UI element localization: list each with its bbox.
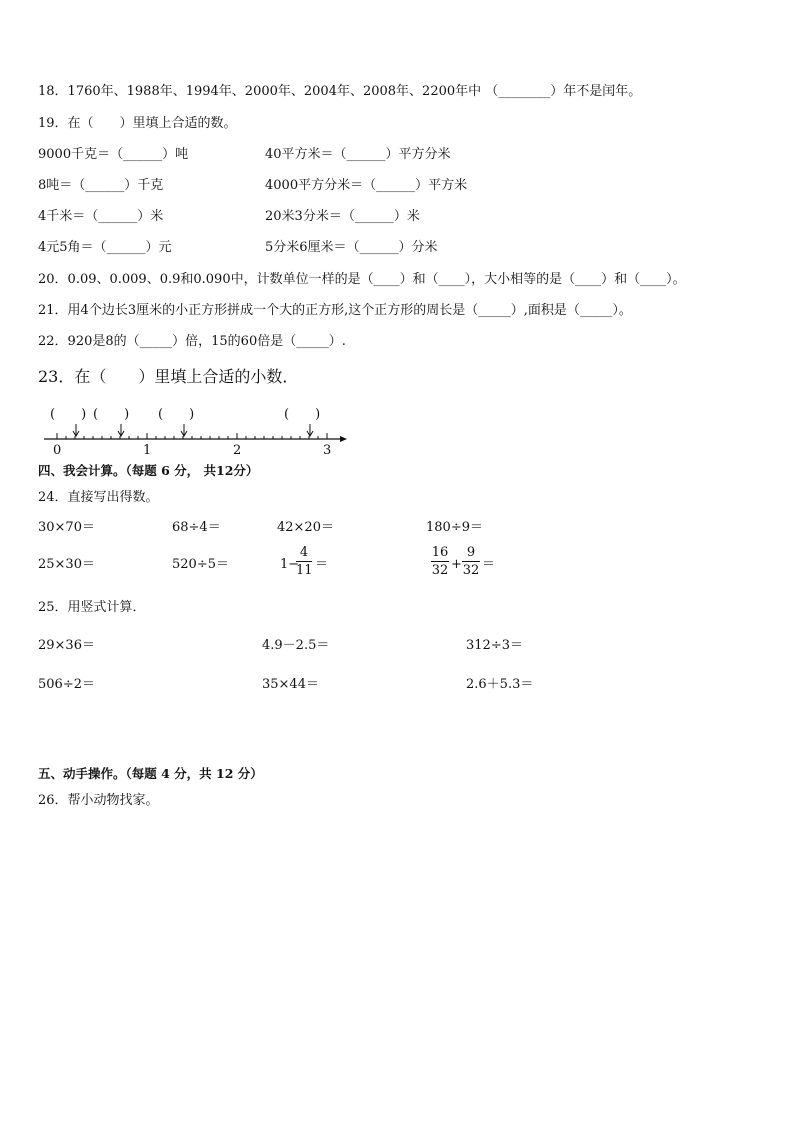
numerator: 4 xyxy=(299,545,309,560)
calc-expression: 520÷5＝ xyxy=(172,557,229,572)
numerator: 9 xyxy=(466,545,476,560)
fraction xyxy=(296,545,312,578)
question-22: 22．920是8的（_____）倍，15的60倍是（_____）. xyxy=(38,334,346,349)
section-5-title: 五、动手操作。（每题 4 分，共 12 分） xyxy=(38,766,263,781)
numerator: 16 xyxy=(431,545,449,560)
calc-expression: 30×70＝ xyxy=(38,520,95,535)
calc-expression: 25×30＝ xyxy=(38,557,95,572)
expr-lead: 1− xyxy=(280,557,300,572)
calc-expression: 180÷9＝ xyxy=(426,520,483,535)
question-20: 20．0.09、0.009、0.9和0.090中，计数单位一样的是（____）和（____），大小相等的是（____）和（____）。 xyxy=(38,272,686,287)
answer-bracket: ( ) xyxy=(284,407,321,422)
question-24-title: 24．直接写出得数。 xyxy=(38,490,159,505)
answer-bracket: ( ) xyxy=(158,407,195,422)
calc-expression: 4.9－2.5＝ xyxy=(262,638,330,653)
question-26: 26．帮小动物找家。 xyxy=(38,793,159,808)
q19-item: 5分米6厘米＝（______）分米 xyxy=(265,240,438,255)
calc-expression: 35×44＝ xyxy=(262,677,319,692)
answer-bracket: ( ) xyxy=(93,407,130,422)
denominator: 32 xyxy=(431,563,449,578)
q19-item: 4000平方分米＝（______）平方米 xyxy=(265,178,468,193)
answer-bracket: ( ) xyxy=(50,407,87,422)
q19-item: 8吨＝（______）千克 xyxy=(38,178,164,193)
tick-label: 3 xyxy=(323,443,332,458)
number-line xyxy=(38,402,358,460)
tick-label: 0 xyxy=(53,443,62,458)
q19-item: 9000千克＝（______）吨 xyxy=(38,147,189,162)
tick-label: 2 xyxy=(233,443,242,458)
calc-expression: 68÷4＝ xyxy=(172,520,221,535)
calc-expression: 29×36＝ xyxy=(38,638,95,653)
expr-tail: ＝ xyxy=(482,557,496,572)
plus-sign: + xyxy=(451,557,462,572)
q19-item: 4千米＝（______）米 xyxy=(38,209,164,224)
expr-tail: ＝ xyxy=(315,557,329,572)
q19-item: 40平方米＝（______）平方分米 xyxy=(265,147,451,162)
question-21: 21．用4个边长3厘米的小正方形拼成一个大的正方形,这个正方形的周长是（_____）,面积是（_____）。 xyxy=(38,303,632,318)
q19-item: 4元5角＝（______）元 xyxy=(38,240,172,255)
denominator: 32 xyxy=(462,563,480,578)
calc-expression: 506÷2＝ xyxy=(38,677,95,692)
fraction xyxy=(431,545,449,578)
calc-expression: 312÷3＝ xyxy=(466,638,523,653)
question-23-title: 23．在（ ）里填上合适的小数． xyxy=(38,367,299,386)
calc-expression: 42×20＝ xyxy=(277,520,334,535)
question-19-title: 19．在（ ）里填上合适的数。 xyxy=(38,116,237,131)
denominator: 11 xyxy=(296,563,313,578)
axis-arrow xyxy=(340,436,347,442)
section-4-title: 四、我会计算。（每题 6 分， 共12分） xyxy=(38,463,259,478)
calc-expression: 2.6＋5.3＝ xyxy=(466,677,534,692)
question-25-title: 25．用竖式计算． xyxy=(38,600,146,615)
q19-item: 20米3分米＝（______）米 xyxy=(265,209,420,224)
question-18: 18．1760年、1988年、1994年、2000年、2004年、2008年、2200年中 （________）年不是闰年。 xyxy=(38,84,642,99)
tick-label: 1 xyxy=(143,443,152,458)
fraction xyxy=(462,545,480,578)
